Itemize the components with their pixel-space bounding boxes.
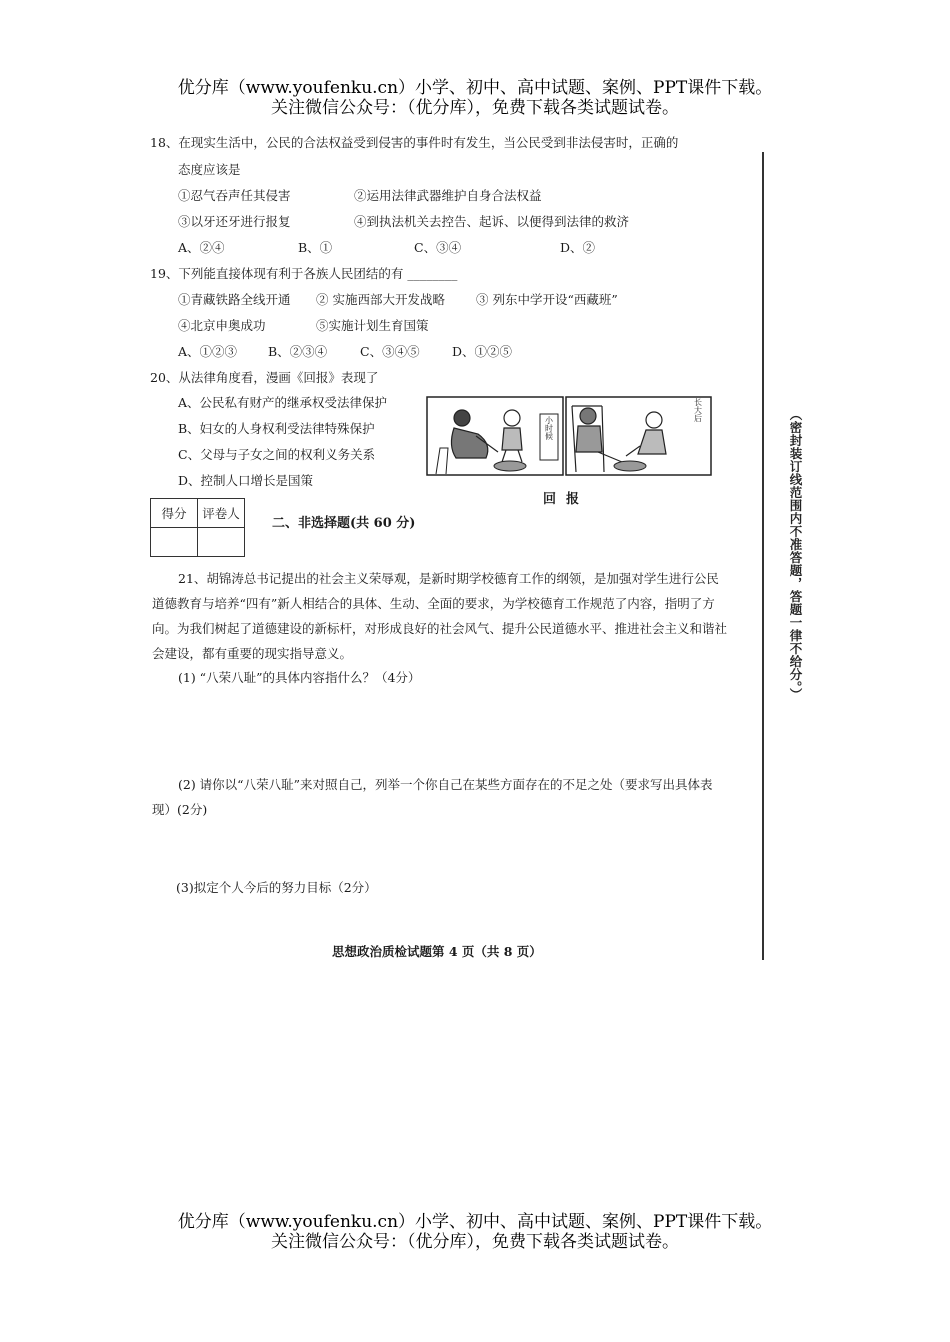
q19-statement-3: ③ 列东中学开设“西藏班”	[476, 292, 618, 307]
q18-statement-4: ④到执法机关去控告、起诉、以便得到法律的救济	[354, 214, 630, 229]
q20-option-d: D、控制人口增长是国策	[178, 473, 314, 488]
bottom-header-line-1: 优分库（www.youfenku.cn）小学、初中、高中试题、案例、PPT课件下载。	[177, 1212, 773, 1232]
bottom-header	[0, 1212, 950, 1252]
wash-basin-left	[494, 461, 526, 471]
binding-line	[762, 152, 764, 960]
q21-part-2: (2) 请你以“八荣八耻”来对照自己，列举一个你自己在某些方面存在的不足之处（要求写出具体表现）(2分)	[152, 777, 713, 817]
cartoon-caption: 回报	[543, 492, 590, 507]
q18-option-c: C、③④	[414, 240, 462, 255]
q18-stem-2: 态度应该是	[178, 162, 241, 177]
q20-option-a: A、公民私有财产的继承权受法律保护	[178, 395, 388, 410]
binding-side-note: （密封装订线范围内不准答题，答题一律不给分。）	[788, 408, 803, 701]
q18-option-a: A、②④	[178, 240, 225, 255]
q19-statement-1: ①青藏铁路全线开通	[178, 292, 291, 307]
q21-part-1: (1) “八荣八耻”的具体内容指什么？（4分）	[178, 670, 421, 685]
page-footer: 思想政治质检试题第 4 页（共 8 页）	[332, 944, 542, 959]
q19-option-c: C、③④⑤	[360, 344, 420, 359]
score-table	[150, 498, 245, 557]
cartoon-illustration	[426, 396, 712, 476]
q20-stem: 20、从法律角度看，漫画《回报》表现了	[150, 370, 379, 385]
q18-option-b: B、①	[298, 240, 333, 255]
section-title: 二、非选择题(共 60 分)	[272, 516, 416, 531]
q21-part-3: (3)拟定个人今后的努力目标（2分）	[176, 880, 377, 895]
q18-stem-1: 18、在现实生活中，公民的合法权益受到侵害的事件时有发生，当公民受到非法侵害时，正确的	[150, 135, 679, 150]
q20-option-c: C、父母与子女之间的权利义务关系	[178, 447, 376, 462]
header-line-1: 优分库（www.youfenku.cn）小学、初中、高中试题、案例、PPT课件下载。	[177, 78, 773, 98]
top-header	[0, 78, 950, 118]
grader-header: 评卷人	[198, 499, 245, 528]
q18-statement-1: ①忍气吞声任其侵害	[178, 188, 291, 203]
q19-statement-2: ② 实施西部大开发战略	[316, 292, 445, 307]
q20-option-b: B、妇女的人身权利受法律特殊保护	[178, 421, 375, 436]
grader-cell[interactable]	[198, 528, 245, 557]
bottom-header-line-2: 关注微信公众号：（优分库），免费下载各类试题试卷。	[271, 1232, 679, 1252]
wash-basin-right	[614, 461, 646, 471]
q19-statement-4: ④北京申奥成功	[178, 318, 266, 333]
cartoon-label-left: 小时候	[544, 416, 554, 440]
q19-option-d: D、①②⑤	[452, 344, 513, 359]
q18-statement-3: ③以牙还牙进行报复	[178, 214, 291, 229]
q19-stem: 19、下列能直接体现有利于各族人民团结的有 ________	[150, 266, 458, 281]
cartoon-label-right: 长大后	[693, 398, 703, 422]
score-header: 得分	[151, 499, 198, 528]
q19-option-b: B、②③④	[268, 344, 328, 359]
q19-statement-5: ⑤实施计划生育国策	[316, 318, 429, 333]
q21-paragraph: 21、胡锦涛总书记提出的社会主义荣辱观，是新时期学校德育工作的纲领，是加强对学生进行公民道德教育与培养“四有”新人相结合的具体、生动、全面的要求，为学校德育工作规范了内容，指明了方向。为我们树起了道德建设的新标杆，对形成良好的社会风气、提升公民道德水平、推进社会主义和谐社会建设，都有重要的现实指导意义。	[152, 571, 728, 661]
q18-statement-2: ②运用法律武器维护自身合法权益	[354, 188, 542, 203]
score-cell[interactable]	[151, 528, 198, 557]
header-line-2: 关注微信公众号：（优分库），免费下载各类试题试卷。	[271, 98, 679, 118]
q19-option-a: A、①②③	[178, 344, 238, 359]
q18-option-d: D、②	[560, 240, 596, 255]
